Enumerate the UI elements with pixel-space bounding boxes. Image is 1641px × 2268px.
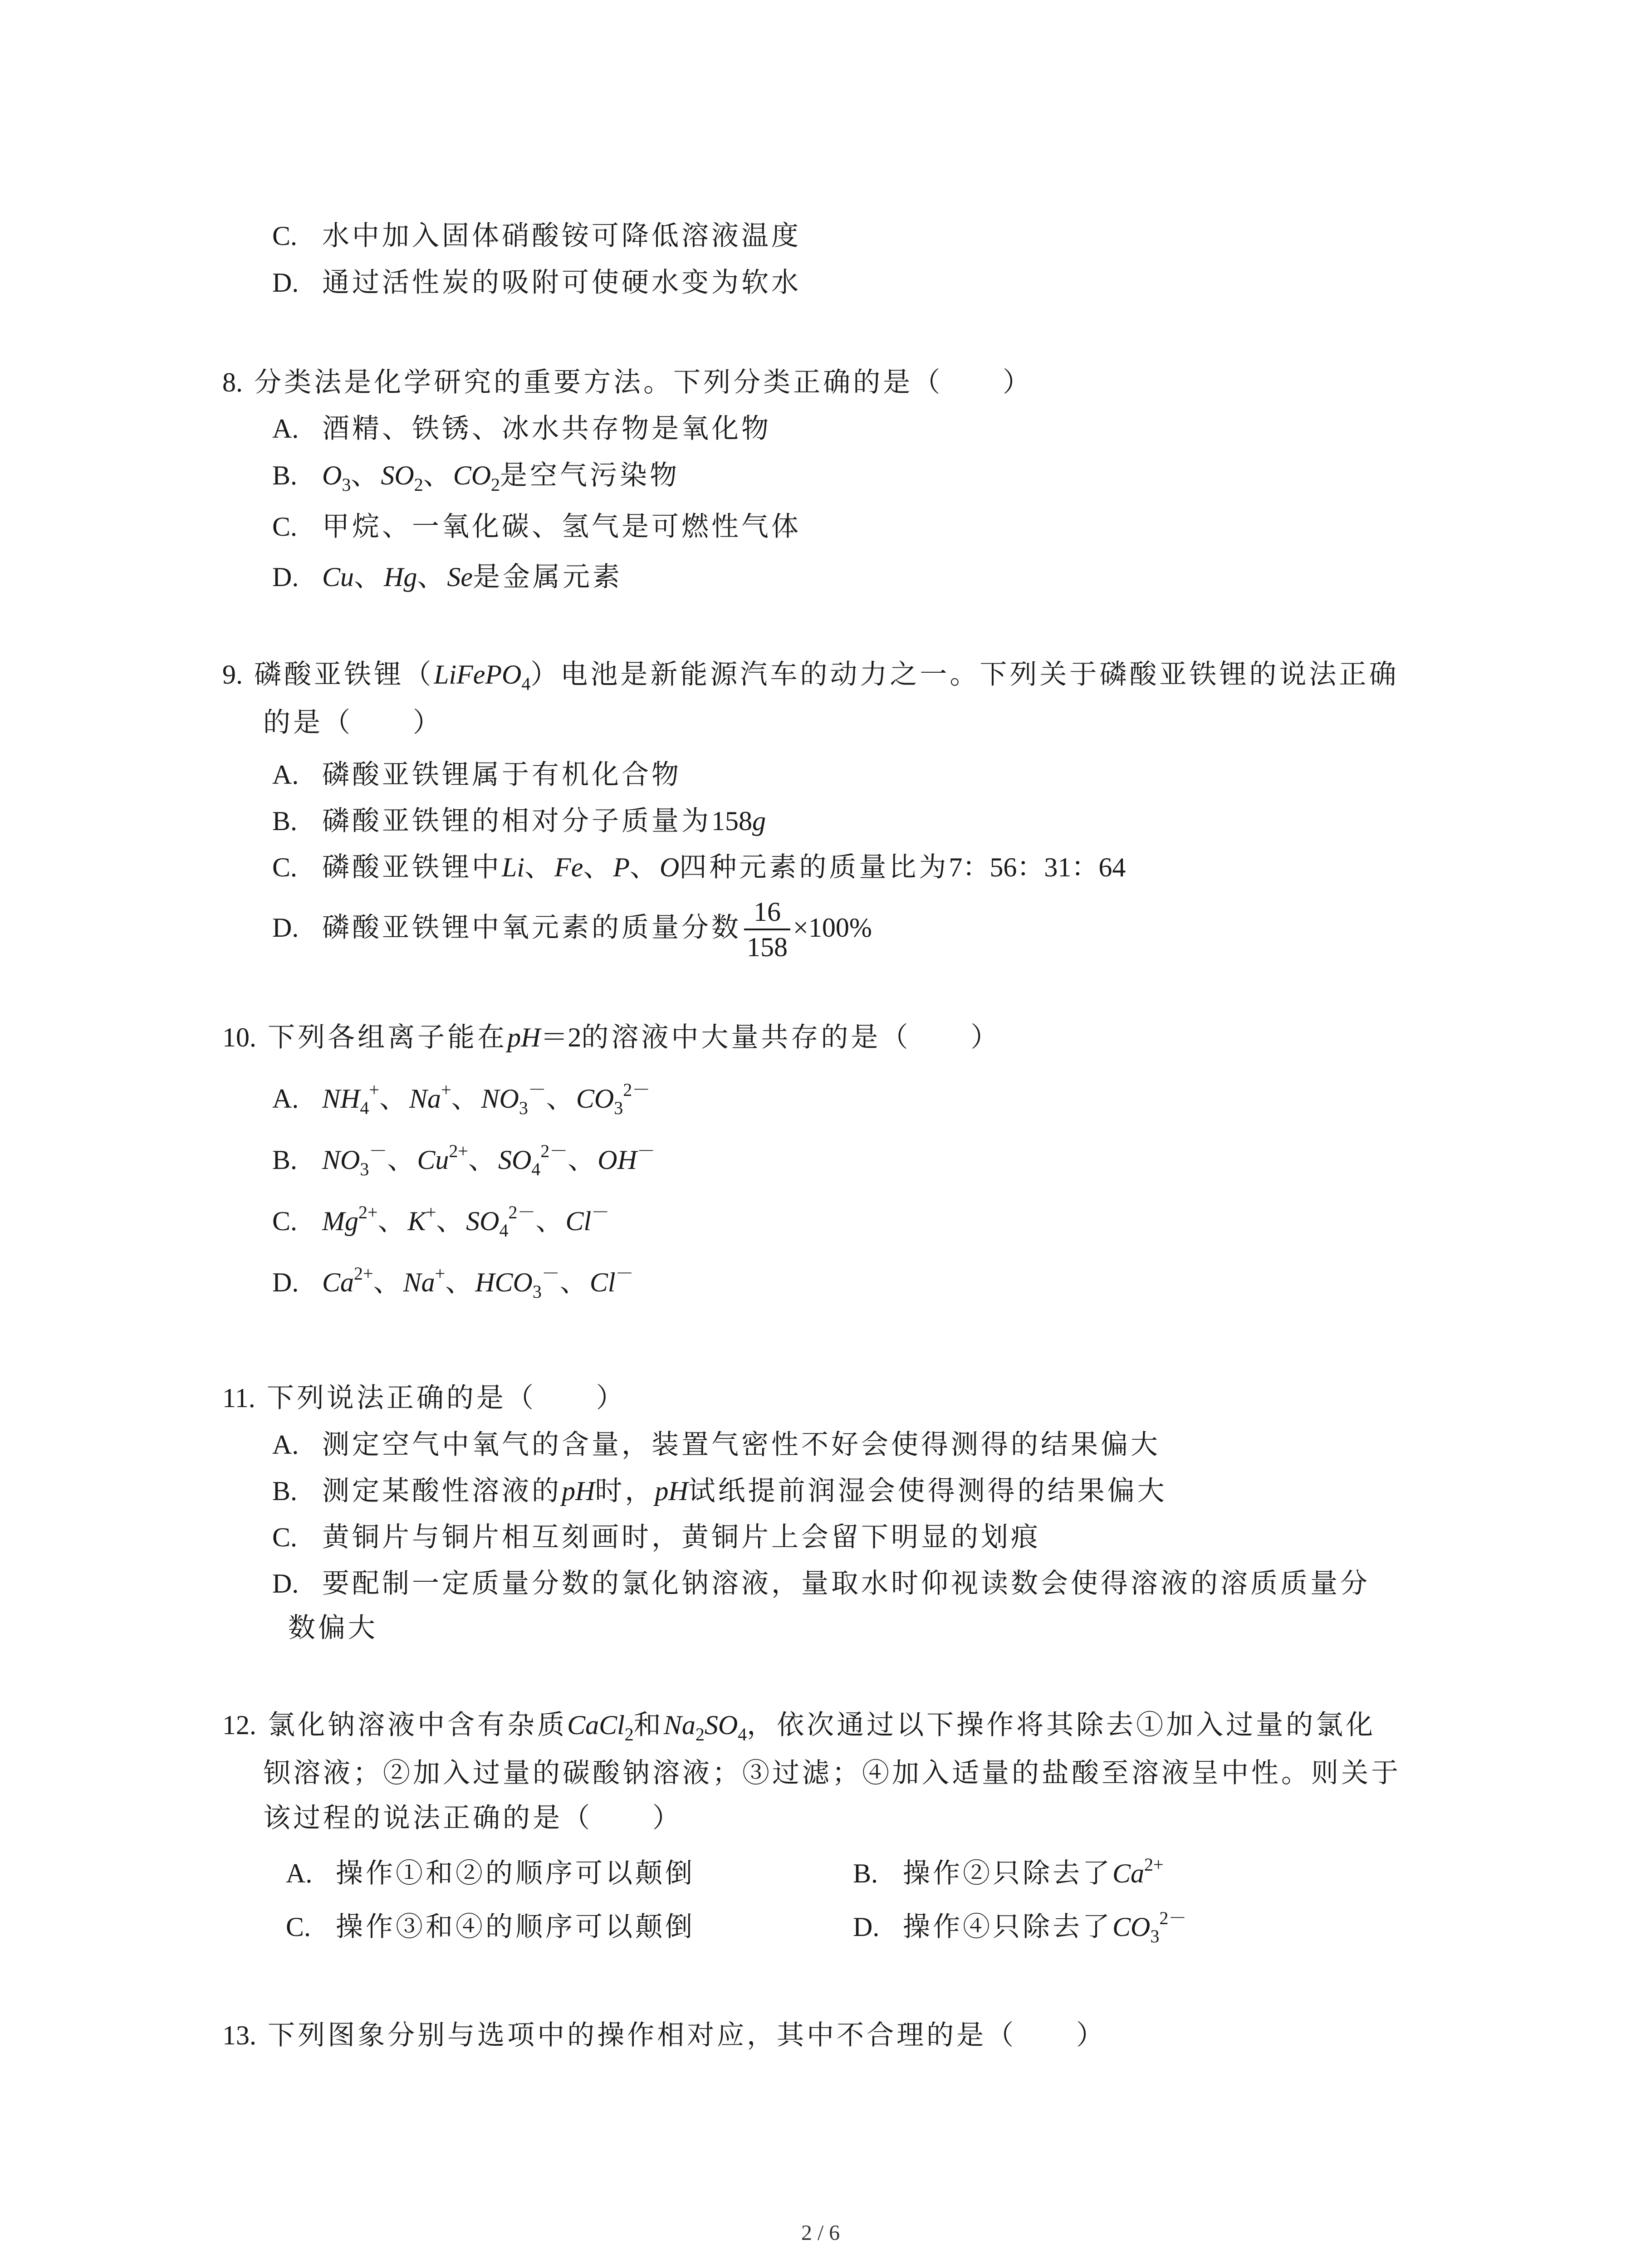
q13-stem	[222, 2017, 1106, 2053]
separator: 、	[568, 1144, 598, 1176]
question-number: 11.	[222, 1383, 255, 1413]
separator: 、	[351, 459, 381, 491]
separator: 、	[468, 1144, 498, 1176]
question-number: 10.	[222, 1022, 256, 1052]
superscript: －	[637, 1141, 655, 1161]
q9-option-b	[272, 803, 766, 839]
formula: CaCl	[567, 1710, 625, 1740]
separator: 、	[387, 1144, 417, 1176]
ion: SO	[466, 1206, 500, 1236]
separator: 、	[373, 1266, 403, 1298]
option-text: 数偏大	[288, 1612, 378, 1644]
element: P	[613, 852, 630, 882]
q12-stem-cont-2	[263, 1800, 682, 1836]
fraction-denominator: 158	[747, 932, 788, 963]
element: O	[659, 852, 680, 882]
option-text: 甲烷、一氧化碳、氢气是可燃性气体	[322, 511, 801, 543]
ion: CO	[1112, 1912, 1151, 1942]
superscript: +	[369, 1080, 379, 1100]
superscript: －	[591, 1202, 610, 1222]
question-text: ）电池是新能源汽车的动力之一。下列关于磷酸亚铁锂的说法正确	[530, 659, 1399, 690]
ion: Cl	[589, 1267, 616, 1297]
question-number: 8.	[222, 367, 243, 397]
superscript: 2+	[1144, 1854, 1164, 1875]
element: Fe	[554, 852, 583, 882]
page-number: 2 / 6	[801, 2221, 840, 2245]
equals-value: ＝2	[540, 1022, 582, 1052]
option-text: 时，	[595, 1475, 655, 1507]
superscript: －	[615, 1263, 634, 1284]
element: Hg	[384, 562, 417, 592]
q12-option-b	[853, 1855, 1164, 1892]
option-text: 是金属元素	[473, 561, 623, 593]
q9-stem-cont	[263, 704, 443, 741]
subscript: 3	[614, 1098, 623, 1118]
option-label: A.	[272, 760, 299, 790]
q10-option-a	[272, 1080, 650, 1117]
question-number: 12.	[222, 1710, 256, 1740]
question-text: 下列图象分别与选项中的操作相对应，其中不合理的是（ ）	[268, 2019, 1107, 2051]
ion: HCO	[475, 1267, 533, 1297]
option-label: C.	[272, 1522, 298, 1552]
q12-option-c	[286, 1909, 695, 1945]
option-label: B.	[272, 460, 298, 490]
option-text: 磷酸亚铁锂的相对分子质量为	[322, 805, 711, 837]
superscript: 2－	[623, 1080, 651, 1100]
option-text: 测定某酸性溶液的	[322, 1475, 562, 1507]
option-text: ×100%	[793, 913, 872, 943]
option-label: A.	[272, 1084, 299, 1114]
q8-option-a	[272, 411, 771, 447]
question-text: 该过程的说法正确的是（ ）	[263, 1802, 682, 1834]
subscript: 2	[491, 474, 500, 495]
option-label: B.	[272, 806, 298, 836]
option-label: A.	[272, 1430, 299, 1460]
ion: SO	[498, 1145, 532, 1175]
q11-option-d-cont	[288, 1610, 378, 1646]
ph-symbol: pH	[655, 1476, 688, 1506]
option-label: C.	[272, 512, 298, 542]
q11-option-b	[272, 1473, 1167, 1509]
option-label: C.	[272, 221, 298, 251]
q12-option-a	[286, 1855, 695, 1892]
question-text: 钡溶液；②加入过量的碳酸钠溶液；③过滤；④加入适量的盐酸至溶液呈中性。则关于	[263, 1757, 1401, 1789]
superscript: +	[426, 1202, 436, 1222]
separator: 、	[379, 1083, 409, 1114]
option-text: 试纸提前润湿会使得测得的结果偏大	[688, 1475, 1167, 1507]
separator: 、	[451, 1083, 481, 1114]
formula: SO	[381, 460, 414, 490]
option-label: C.	[272, 1206, 298, 1236]
subscript: 3	[1150, 1926, 1160, 1946]
separator: 、	[629, 851, 660, 883]
q7-option-d	[272, 264, 801, 301]
ion: CO	[576, 1084, 614, 1114]
fraction-numerator: 16	[744, 895, 790, 930]
superscript: －	[528, 1080, 546, 1100]
option-text: 水中加入固体硝酸铵可降低溶液温度	[322, 220, 801, 252]
ion: NO	[322, 1145, 360, 1175]
subscript: 3	[342, 474, 351, 495]
subscript: 2	[695, 1724, 705, 1745]
ion: Na	[409, 1084, 441, 1114]
separator: 、	[546, 1083, 576, 1114]
q10-option-d	[272, 1264, 634, 1300]
option-text: 四种元素的质量比为	[679, 851, 949, 883]
option-text: 操作②只除去了	[903, 1857, 1112, 1889]
q9-option-a	[272, 757, 681, 793]
option-text: 测定空气中氧气的含量，装置气密性不好会使得测得的结果偏大	[322, 1429, 1161, 1461]
ion: Ca	[1112, 1858, 1145, 1888]
option-text: 酒精、铁锈、冰水共存物是氧化物	[322, 413, 771, 445]
question-text: 的溶液中大量共存的是（ ）	[581, 1022, 1001, 1053]
subscript: 2	[624, 1724, 634, 1745]
question-text: 下列说法正确的是（ ）	[266, 1382, 626, 1414]
q10-option-c	[272, 1203, 609, 1239]
option-text: 磷酸亚铁锂中	[322, 851, 502, 883]
option-label: D.	[272, 1569, 299, 1598]
superscript: 2－	[540, 1141, 568, 1161]
superscript: 2+	[449, 1141, 468, 1161]
option-text: 操作③和④的顺序可以颠倒	[336, 1911, 695, 1943]
superscript: －	[541, 1263, 560, 1284]
subscript: 4	[499, 1220, 509, 1241]
number: 158	[711, 806, 752, 836]
subscript: 2	[414, 474, 423, 495]
formula: SO	[704, 1710, 738, 1740]
ion: NH	[322, 1084, 360, 1114]
superscript: 2+	[354, 1263, 373, 1284]
option-text: 要配制一定质量分数的氯化钠溶液，量取水时仰视读数会使得溶液的溶质质量分	[322, 1568, 1370, 1599]
q11-option-a	[272, 1427, 1161, 1463]
option-label: D.	[272, 1267, 299, 1297]
separator: 、	[559, 1266, 590, 1298]
q11-stem	[222, 1380, 626, 1416]
question-text: 下列各组离子能在	[268, 1022, 508, 1053]
ion: Cl	[565, 1206, 592, 1236]
q8-stem	[222, 364, 1033, 401]
ion: OH	[598, 1145, 637, 1175]
subscript: 4	[360, 1098, 369, 1118]
q9-stem	[222, 656, 1399, 693]
element: Li	[502, 852, 525, 882]
q8-option-d	[272, 559, 622, 595]
option-label: C.	[272, 852, 298, 882]
question-text: 的是（ ）	[263, 707, 443, 738]
separator: 、	[445, 1266, 475, 1298]
q8-option-b	[272, 457, 680, 494]
q12-stem-cont-1	[263, 1755, 1401, 1791]
formula: LiFePO	[434, 660, 522, 689]
q11-option-d	[272, 1565, 1370, 1602]
option-text: 磷酸亚铁锂中氧元素的质量分数	[322, 912, 741, 943]
subscript: 4	[531, 1159, 541, 1179]
superscript: 2－	[508, 1202, 536, 1222]
q12-stem	[222, 1707, 1376, 1743]
option-label: B.	[272, 1145, 298, 1175]
separator: 、	[436, 1205, 466, 1237]
superscript: －	[369, 1141, 387, 1161]
ion: Ca	[322, 1267, 354, 1297]
separator: 、	[524, 851, 555, 883]
formula: Na	[663, 1710, 696, 1740]
superscript: +	[441, 1080, 451, 1100]
q10-option-b	[272, 1142, 655, 1178]
ion: NO	[481, 1084, 519, 1114]
subscript: 3	[519, 1098, 528, 1118]
superscript: 2－	[1159, 1908, 1187, 1928]
subscript: 3	[532, 1281, 542, 1302]
formula: CO	[453, 460, 491, 490]
fraction	[744, 895, 790, 964]
q9-option-d	[272, 894, 872, 964]
q7-option-c	[272, 218, 801, 254]
option-label: D.	[272, 913, 299, 943]
question-text: 和	[633, 1709, 664, 1741]
q9-option-c	[272, 849, 1126, 885]
option-label: A.	[272, 414, 299, 444]
q11-option-c	[272, 1519, 1041, 1555]
question-text: ，依次通过以下操作将其除去①加入过量的氯化	[747, 1709, 1376, 1741]
element: Cu	[322, 562, 354, 592]
q8-option-c	[272, 508, 801, 545]
option-text: 通过活性炭的吸附可使硬水变为软水	[322, 267, 801, 298]
ion: Cu	[417, 1145, 449, 1175]
q12-option-d	[853, 1909, 1186, 1945]
subscript: 3	[360, 1159, 369, 1179]
option-label: A.	[286, 1858, 313, 1888]
option-label: B.	[272, 1476, 298, 1506]
option-label: D.	[272, 268, 299, 298]
option-label: D.	[272, 562, 299, 592]
superscript: 2+	[358, 1202, 378, 1222]
separator: 、	[535, 1205, 566, 1237]
option-label: D.	[853, 1912, 880, 1942]
question-text: 分类法是化学研究的重要方法。下列分类正确的是（ ）	[254, 367, 1033, 398]
question-number: 13.	[222, 2020, 256, 2050]
option-text: 是空气污染物	[500, 459, 680, 491]
separator: 、	[423, 459, 453, 491]
separator: 、	[583, 851, 613, 883]
superscript: +	[435, 1263, 446, 1284]
ph-symbol: pH	[562, 1476, 595, 1506]
question-number: 9.	[222, 660, 243, 689]
ion: Mg	[322, 1206, 358, 1236]
separator: 、	[354, 561, 384, 593]
option-text: 操作①和②的顺序可以颠倒	[336, 1857, 695, 1889]
question-text: 磷酸亚铁锂（	[254, 659, 434, 690]
q10-stem	[222, 1019, 1000, 1056]
option-text: 黄铜片与铜片相互刻画时，黄铜片上会留下明显的划痕	[322, 1521, 1041, 1553]
formula: O	[322, 460, 342, 490]
question-text: 氯化钠溶液中含有杂质	[268, 1709, 568, 1741]
element: Se	[447, 562, 473, 592]
separator: 、	[377, 1205, 408, 1237]
ion: K	[407, 1206, 426, 1236]
option-label: B.	[853, 1858, 878, 1888]
unit: g	[752, 806, 766, 836]
ion: Na	[403, 1267, 435, 1297]
subscript: 4	[521, 674, 531, 694]
option-text: 磷酸亚铁锂属于有机化合物	[322, 759, 681, 791]
ph-symbol: pH	[507, 1022, 541, 1052]
ratio: 7：56：31：64	[949, 852, 1126, 882]
subscript: 4	[738, 1724, 747, 1745]
option-label: C.	[286, 1912, 311, 1942]
option-text: 操作④只除去了	[903, 1911, 1112, 1943]
separator: 、	[417, 561, 447, 593]
